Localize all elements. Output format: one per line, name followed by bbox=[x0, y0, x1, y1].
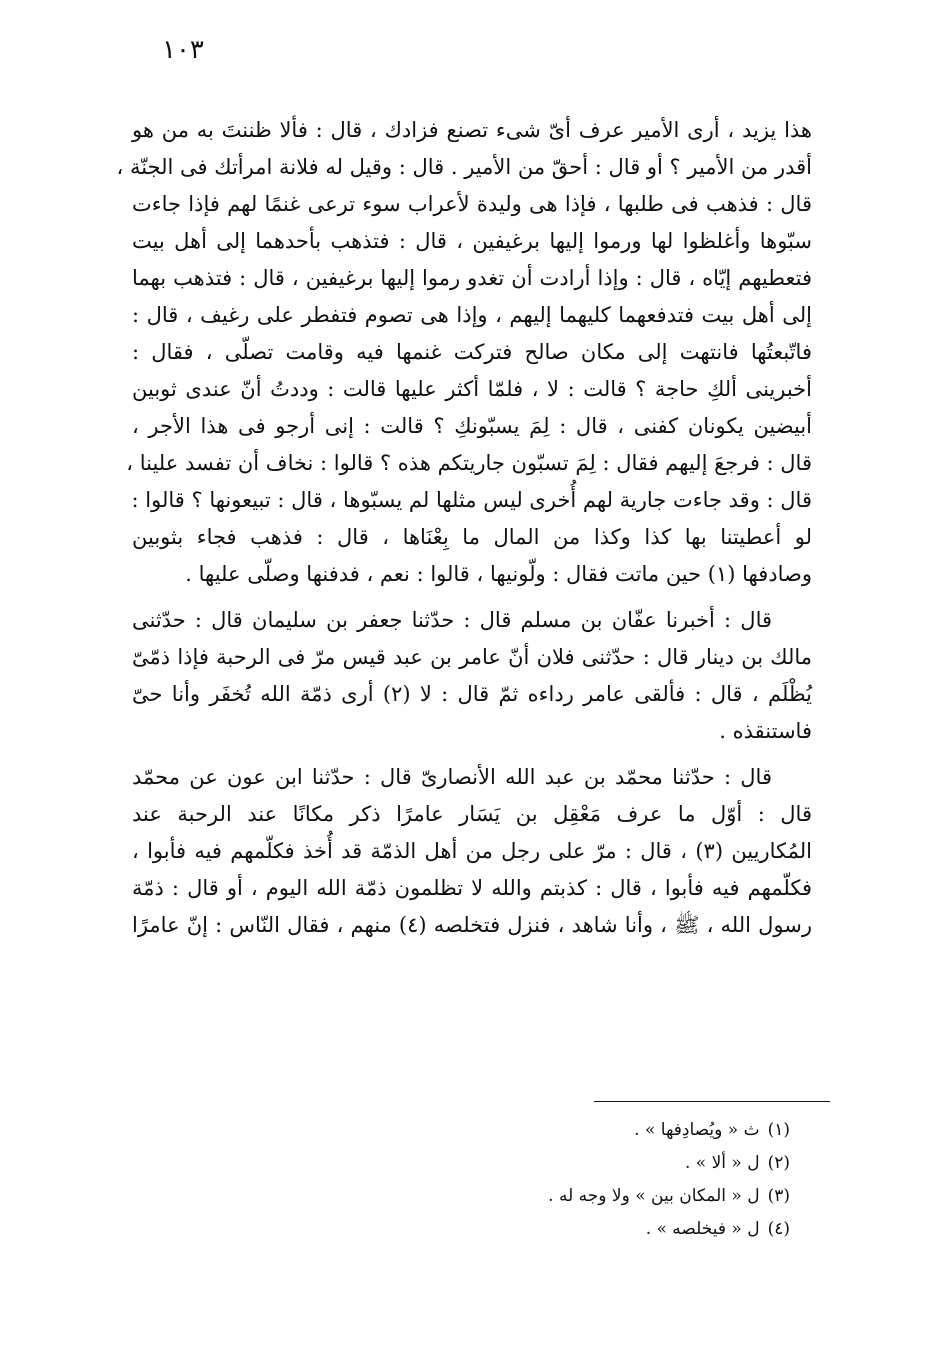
footnote-text: ل « المكان بين » ولا وجه له . bbox=[548, 1186, 760, 1206]
text-line: سبّوها وأغلظوا لها ورموا إليها برغيفين ، قال : فتذهب بأحدهما إلى أهل بيت bbox=[132, 229, 812, 253]
footnote-number: (١) bbox=[767, 1120, 790, 1140]
footnote-1 bbox=[400, 1114, 790, 1147]
page-number: ١٠٣ bbox=[162, 35, 204, 65]
text-line: قال : أخبرنا عفّان بن مسلم قال : حدّثنا جعفر بن سليمان قال : حدّثنى bbox=[132, 608, 773, 632]
text-line: أقدر من الأمير ؟ أو قال : أحقّ من الأمير . قال : وقيل له فلانة امرأتك فى الجنّة ، bbox=[116, 155, 812, 179]
paragraph-2 bbox=[132, 602, 812, 750]
footnotes bbox=[400, 1114, 790, 1246]
text-line: وصادفها (١) حين ماتت فقال : ولّونيها ، قالوا : نعم ، فدفنها وصلّى عليها . bbox=[185, 562, 812, 586]
footnote-number: (٣) bbox=[767, 1186, 790, 1206]
footnote-text: ل « ألا » . bbox=[684, 1153, 760, 1173]
text-line: يُظْلَم ، قال : فألقى عامر رداءه ثمّ قال : لا (٢) أرى ذمّة الله تُخفَر وأنا حىّ bbox=[132, 682, 812, 706]
text-line: رسول الله ، ﷺ ، وأنا شاهد ، فنزل فتخلصه (٤) منهم ، فقال النّاس : إنّ عامرًا bbox=[132, 913, 812, 937]
text-line: أخبرينى ألكِ حاجة ؟ قالت : لا ، فلمّا أكثر عليها قالت : وددتُ أنّ عندى ثوبين bbox=[132, 377, 812, 401]
text-line: إلى أهل بيت فتدفعهما كليهما إليهم ، وإذا هى تصوم فتفطر على رغيف ، قال : bbox=[132, 303, 812, 327]
footnote-number: (٤) bbox=[767, 1219, 790, 1239]
text-line: قال : حدّثنا محمّد بن عبد الله الأنصارىّ قال : حدّثنا ابن عون عن محمّد bbox=[132, 765, 772, 789]
text-line: قال : وقد جاءت جارية لهم أُخرى ليس مثلها لم يسبّوها ، قال : تبيعونها ؟ قالوا : bbox=[131, 488, 812, 512]
text-line: فاستنقذه . bbox=[719, 719, 812, 743]
text-line: لو أعطيتنا بها كذا وكذا من المال ما بِعْنَاها ، قال : فذهب فجاء بثوبين bbox=[132, 525, 812, 549]
text-line: المُكاريين (٣) ، قال : مرّ على رجل من أهل الذمّة قد أُخذ فكلّمهم فيه فأبوا ، bbox=[132, 839, 812, 863]
text-line: مالك بن دينار قال : حدّثنى فلان أنّ عامر بن عبد قيس مرّ فى الرحبة فإذا ذمّىّ bbox=[132, 645, 812, 669]
text-line: قال : فذهب فى طلبها ، فإذا هى وليدة لأعراب سوء ترعى غنمًا لهم فإذا جاءت bbox=[132, 192, 812, 216]
text-line: قال : أوّل ما عرف مَعْقِل بن يَسَار عامرًا ذكر مكانًا عند الرحبة عند bbox=[132, 802, 812, 826]
text-line: أبيضين يكونان كفنى ، قال : لِمَ يسبّونكِ ؟ قالت : إنى أرجو فى هذا الأجر ، bbox=[132, 414, 812, 438]
text-line: فتعطيهم إيّاه ، قال : وإذا أرادت أن تغدو رموا إليها برغيفين ، قال : فتذهب بهما bbox=[132, 266, 812, 290]
main-text bbox=[116, 112, 812, 944]
footnote-3 bbox=[400, 1180, 790, 1213]
text-line: هذا يزيد ، أرى الأمير عرف أىّ شىء تصنع فزادك ، قال : فألا ظننتَ به من هو bbox=[132, 118, 812, 142]
footnote-number: (٢) bbox=[767, 1153, 790, 1173]
footnote-4 bbox=[400, 1213, 790, 1246]
footnote-text: ث « ويُصادِفها » . bbox=[634, 1120, 760, 1140]
paragraph-1 bbox=[116, 112, 812, 593]
footnote-text: ل « فيخلصه » . bbox=[645, 1219, 760, 1239]
text-line: فكلّمهم فيه فأبوا ، قال : كذبتم والله لا تظلمون ذمّة الله اليوم ، أو قال : ذمّة bbox=[132, 876, 812, 900]
footnote-divider bbox=[594, 1101, 830, 1102]
text-line: فاتّبعتُها فانتهت إلى مكان صالح فتركت غنمها فيه وقامت تصلّى ، فقال : bbox=[132, 340, 812, 364]
paragraph-3 bbox=[132, 759, 812, 944]
footnote-2 bbox=[400, 1147, 790, 1180]
text-line: قال : فرجعَ إليهم فقال : لِمَ تسبّون جاريتكم هذه ؟ قالوا : نخاف أن تفسد علينا ، bbox=[126, 451, 812, 475]
